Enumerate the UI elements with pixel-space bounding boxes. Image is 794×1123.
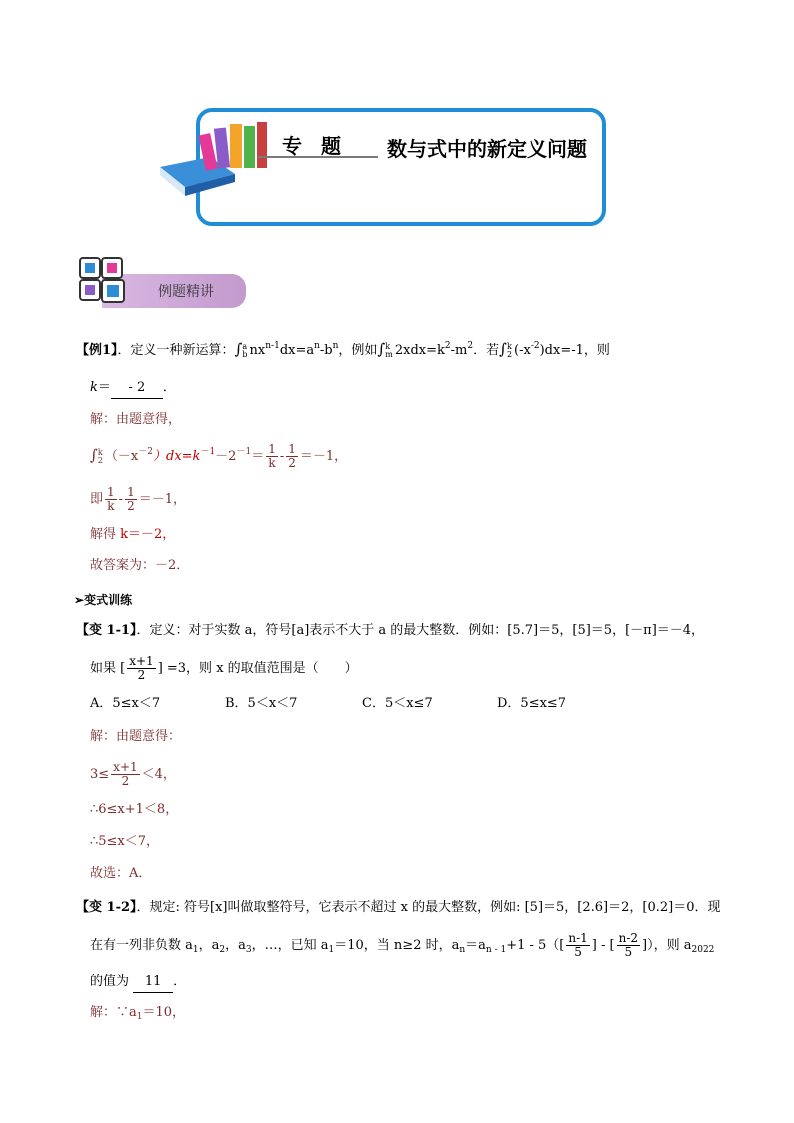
var1-option-d[interactable]: D．5≤x≤7 [497, 696, 567, 711]
example1-sol-4: 解得 k＝－2， [90, 527, 176, 542]
example1-sol-1: 解：由题意得， [90, 412, 182, 427]
integral-icon: ∫ [234, 340, 243, 358]
example1-sol-5: 故答案为：－2． [90, 558, 190, 573]
squares-icon [78, 256, 130, 304]
example1-sol-2: ∫ k 2 $(-x^{-2})dx=k^{-1}-2^{-1}=$ $\frac{1}{k}$ - $\frac{1}{2}$ ＝－1， [90, 442, 348, 470]
var2-sol-1: 解：$\because a_1=10$， [90, 1005, 186, 1022]
example1-answer-line: k＝ - 2 ． [90, 378, 176, 399]
header-label: 专 题 [282, 134, 347, 158]
var1-sol-5: 故选：A． [90, 866, 152, 881]
var2-stem: 【变 1-2】．规定: 符号[x]叫做取整符号，它表示不超过 x 的最大整数，例如: [5]＝5，[2.6]＝2，[0.2]＝0．现 [76, 900, 721, 915]
var1-sol-4: ∴5≤x＜7， [90, 834, 160, 849]
var1-option-a[interactable]: A．5≤x＜7 [90, 696, 161, 711]
var1-line2: 如果 [ $\frac{x+1}{2}$ ] =3，则 x 的取值范围是（ ） [90, 654, 358, 682]
var2-line2: 在有一列非负数 $a_1$，$a_2$，$a_3$，…，已知 $a_1=10$，当 n≥2 时，$a_n=a_{n - 1}+1 - 5$（[ $\frac{n-1}{5}$ ] - [ $\frac{n-2}{5}$ ]），则 $a_{2022}$ [90, 931, 715, 959]
var1-option-b[interactable]: B．5＜x＜7 [225, 696, 298, 711]
var1-sol-3: ∴6≤x+1＜8， [90, 802, 179, 817]
answer-blank: - 2 [111, 378, 163, 399]
var1-option-c[interactable]: C．5＜x≤7 [362, 696, 433, 711]
var1-stem: 【变 1-1】．定义：对于实数 a，符号[a]表示不大于 a 的最大整数．例如：[5.7]＝5，[5]＝5，[－π]＝－4， [76, 623, 705, 638]
header-title: 数与式中的新定义问题 [387, 137, 587, 161]
answer-blank: 11 [133, 972, 173, 993]
example1-tag: 【例1】 [76, 343, 118, 358]
example1-stem: 【例1】．定义一种新运算：∫ a b $nx^{n-1}dx=a^n-b^n$，例如∫ k m $2xdx=k^2-m^2$．若∫ k 2 $(-x^{-2})dx=-1$，则 [76, 340, 610, 359]
section-tag-label: 例题精讲 [158, 284, 214, 300]
example1-sol-3: 即 $\frac{1}{k}$ - $\frac{1}{2}$ ＝－1， [90, 485, 186, 513]
example1-stem-text: ．定义一种新运算： [117, 343, 235, 358]
variant-heading: ➢变式训练 [74, 593, 133, 607]
arrow-icon: ➢ [74, 593, 85, 607]
var1-sol-1: 解：由题意得： [90, 729, 182, 744]
integral-limits: a b [242, 341, 248, 359]
var2-line3: 的值为 11 ． [90, 972, 186, 993]
books-icon [140, 112, 275, 202]
var1-sol-2: 3≤ $\frac{x+1}{2}$ ＜4， [90, 760, 176, 788]
